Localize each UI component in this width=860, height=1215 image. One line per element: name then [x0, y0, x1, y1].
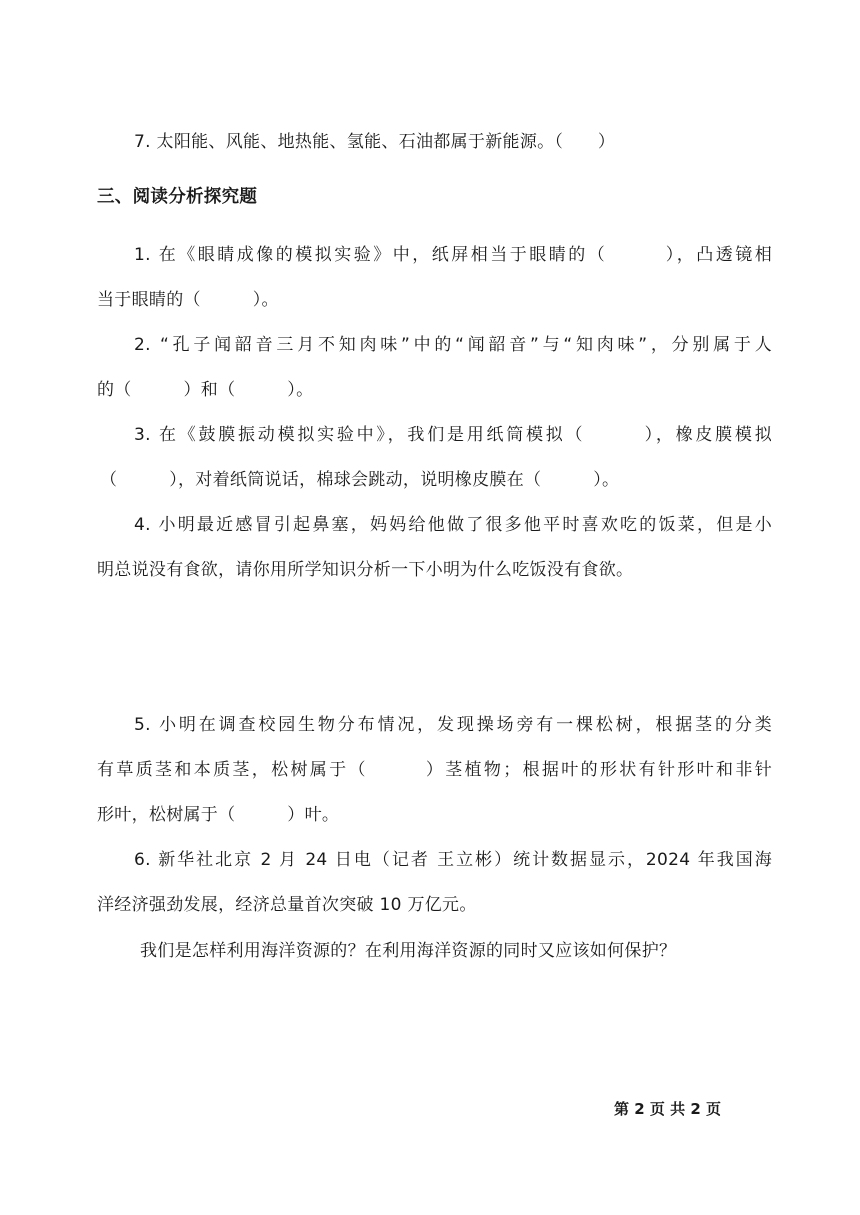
reading-q6-line2: 洋经济强劲发展，经济总量首次突破 10 万亿元。: [97, 895, 477, 915]
reading-q1-line1: 1. 在《眼睛成像的模拟实验》中，纸屏相当于眼睛的（ ），凸透镜相: [134, 245, 772, 265]
reading-q2-line1: 2. “孔子闻韶音三月不知肉味”中的“闻韶音”与“知肉味”，分别属于人: [134, 335, 772, 355]
reading-q1-line2: 当于眼睛的（ ）。: [97, 290, 279, 310]
reading-q6-prompt: 我们是怎样利用海洋资源的？在利用海洋资源的同时又应该如何保护？: [140, 941, 677, 961]
reading-q6-line1: 6. 新华社北京 2 月 24 日电（记者 王立彬）统计数据显示，2024 年我国海: [134, 850, 772, 870]
reading-q3-line1: 3. 在《鼓膜振动模拟实验中》，我们是用纸筒模拟（ ），橡皮膜模拟: [134, 425, 772, 445]
question-7: 7. 太阳能、风能、地热能、氢能、石油都属于新能源。（ ）: [134, 132, 616, 152]
reading-q5-line3: 形叶，松树属于（ ）叶。: [97, 805, 340, 825]
reading-q5-line2: 有草质茎和本质茎，松树属于（ ）茎植物；根据叶的形状有针形叶和非针: [97, 760, 772, 780]
reading-q4-line1: 4. 小明最近感冒引起鼻塞，妈妈给他做了很多他平时喜欢吃的饭菜，但是小: [134, 515, 772, 535]
reading-q4-line2: 明总说没有食欲，请你用所学知识分析一下小明为什么吃饭没有食欲。: [97, 560, 634, 580]
reading-q3-line2: （ ），对着纸筒说话，棉球会跳动，说明橡皮膜在（ ）。: [100, 470, 620, 490]
section-3-title: 三、阅读分析探究题: [97, 187, 258, 207]
page-number: 第 2 页 共 2 页: [614, 1100, 721, 1118]
reading-q5-line1: 5. 小明在调查校园生物分布情况，发现操场旁有一棵松树，根据茎的分类: [134, 715, 772, 735]
reading-q2-line2: 的（ ）和（ ）。: [97, 380, 314, 400]
